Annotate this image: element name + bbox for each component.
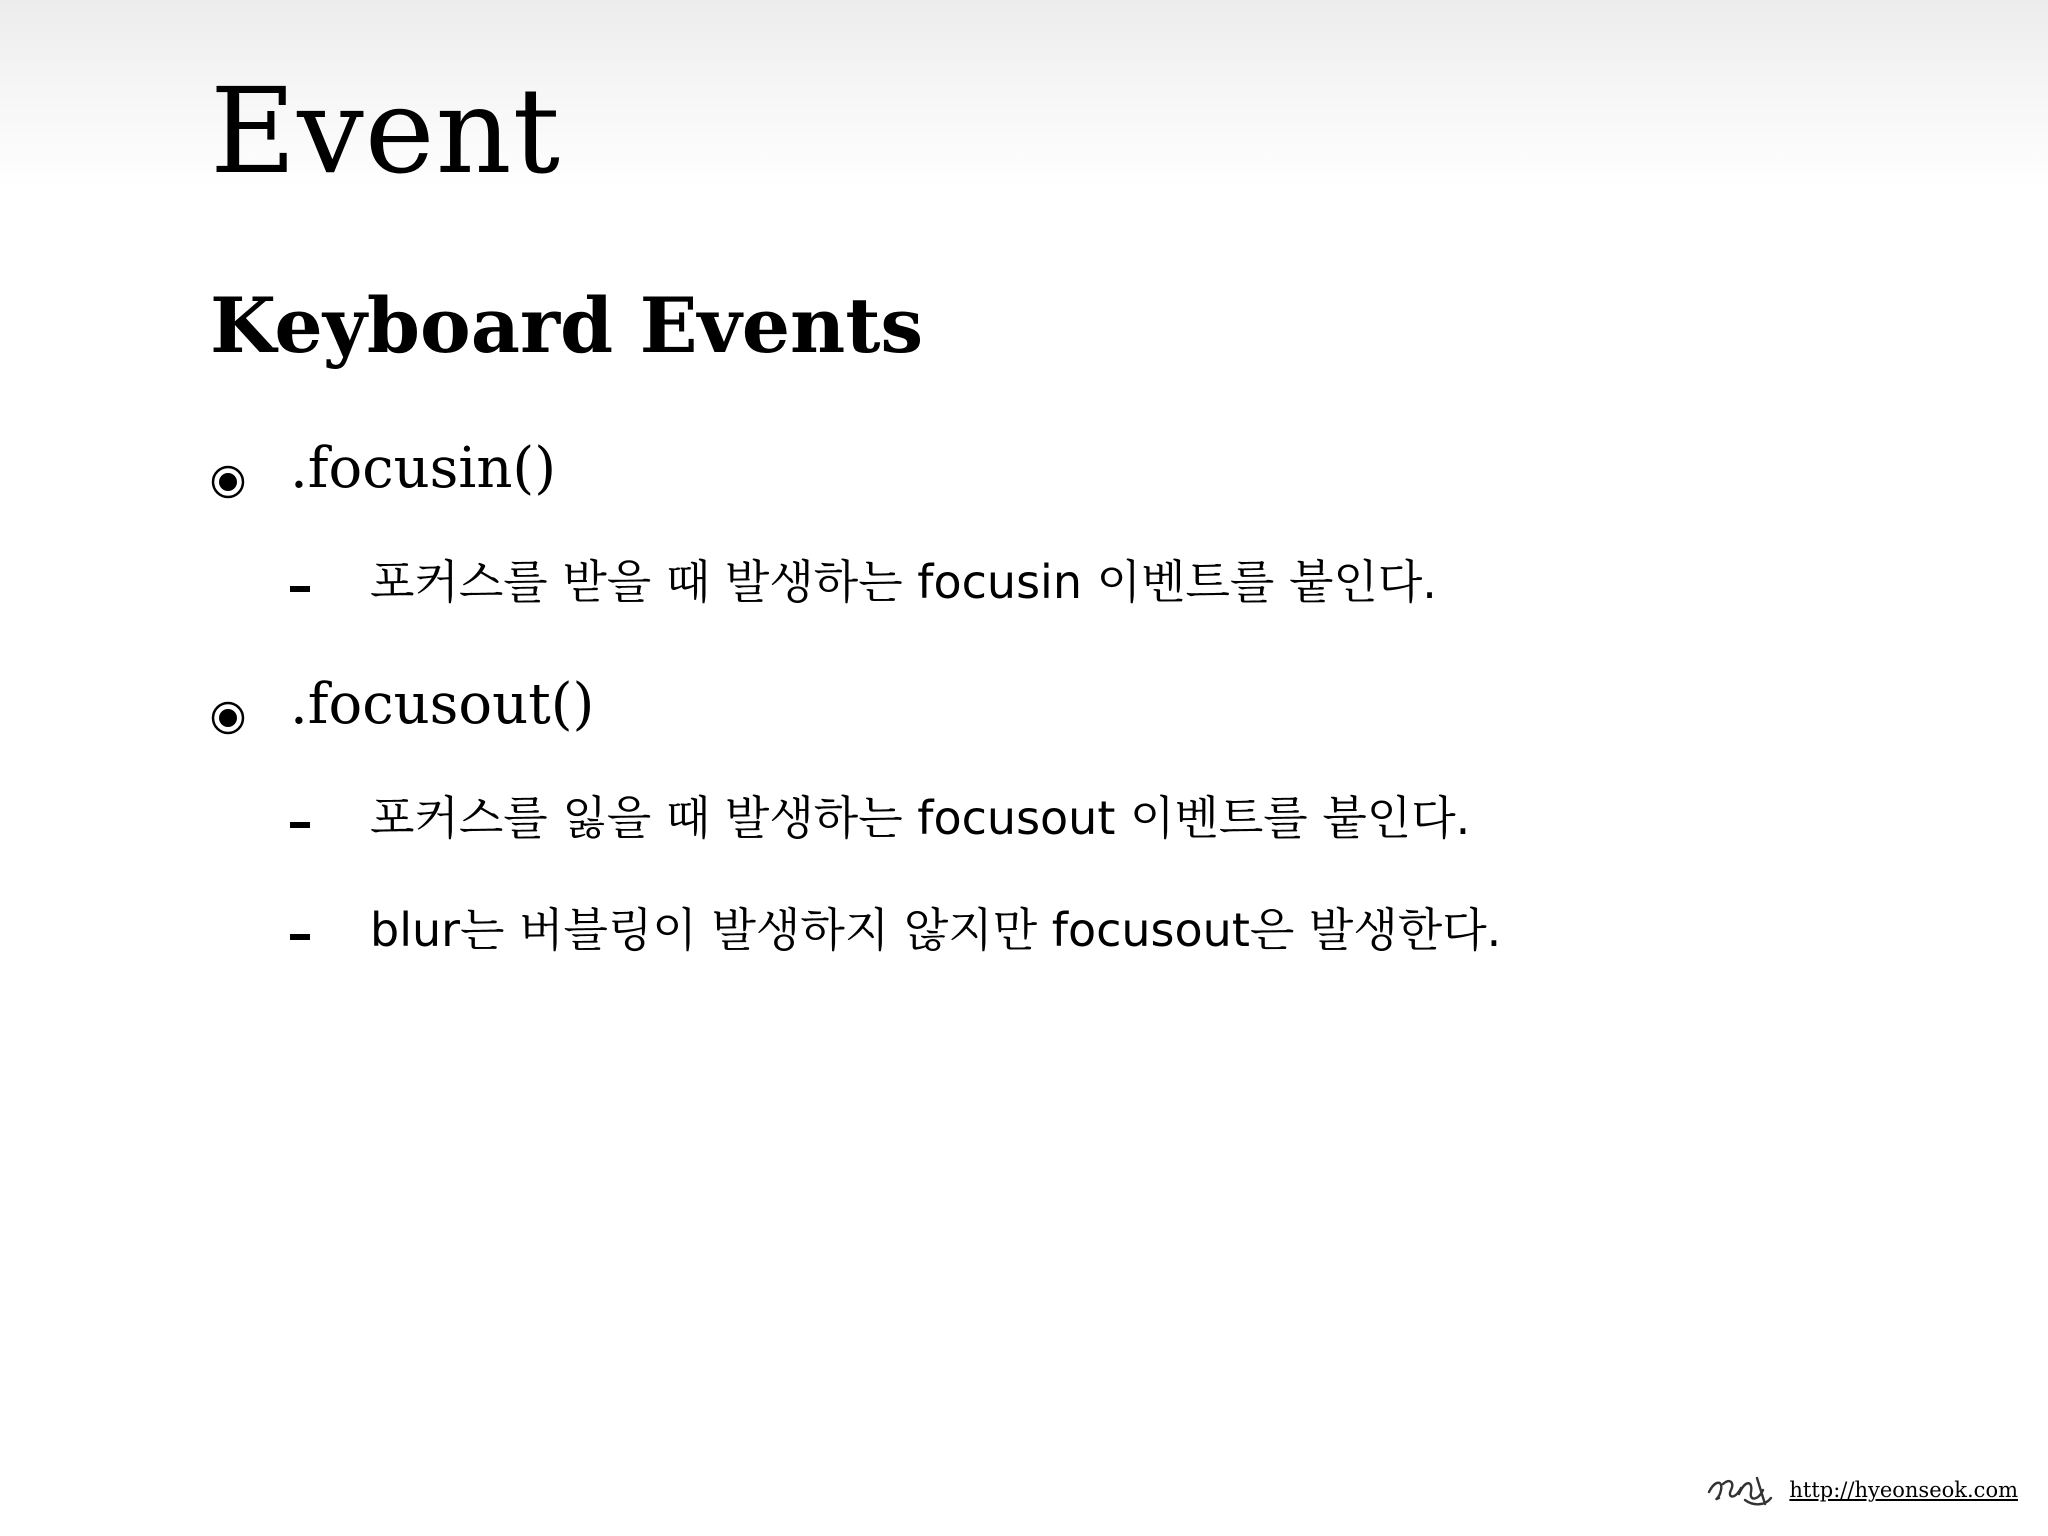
dash-icon <box>290 586 310 592</box>
radio-bullet-icon <box>210 700 246 736</box>
radio-bullet-icon <box>210 464 246 500</box>
footer <box>1705 1470 2018 1510</box>
dash-icon <box>290 934 310 940</box>
bullet-label: .focusin() <box>290 436 557 501</box>
slide-subtitle: Keyboard Events <box>210 281 924 370</box>
bullet-item-focusout <box>210 672 595 746</box>
sub-item-text: 포커스를 받을 때 발생하는 focusin 이벤트를 붙인다. <box>370 555 1437 609</box>
signature-logo-icon <box>1705 1470 1775 1510</box>
footer-website-link[interactable]: http://hyeonseok.com <box>1789 1478 2018 1502</box>
bullet-item-focusin <box>210 436 557 510</box>
sub-item-text: 포커스를 잃을 때 발생하는 focusout 이벤트를 붙인다. <box>370 791 1471 845</box>
sub-item-text: blur는 버블링이 발생하지 않지만 focusout은 발생한다. <box>370 903 1502 957</box>
bullet-label: .focusout() <box>290 672 595 737</box>
dash-icon <box>290 822 310 828</box>
slide-title: Event <box>210 62 562 200</box>
